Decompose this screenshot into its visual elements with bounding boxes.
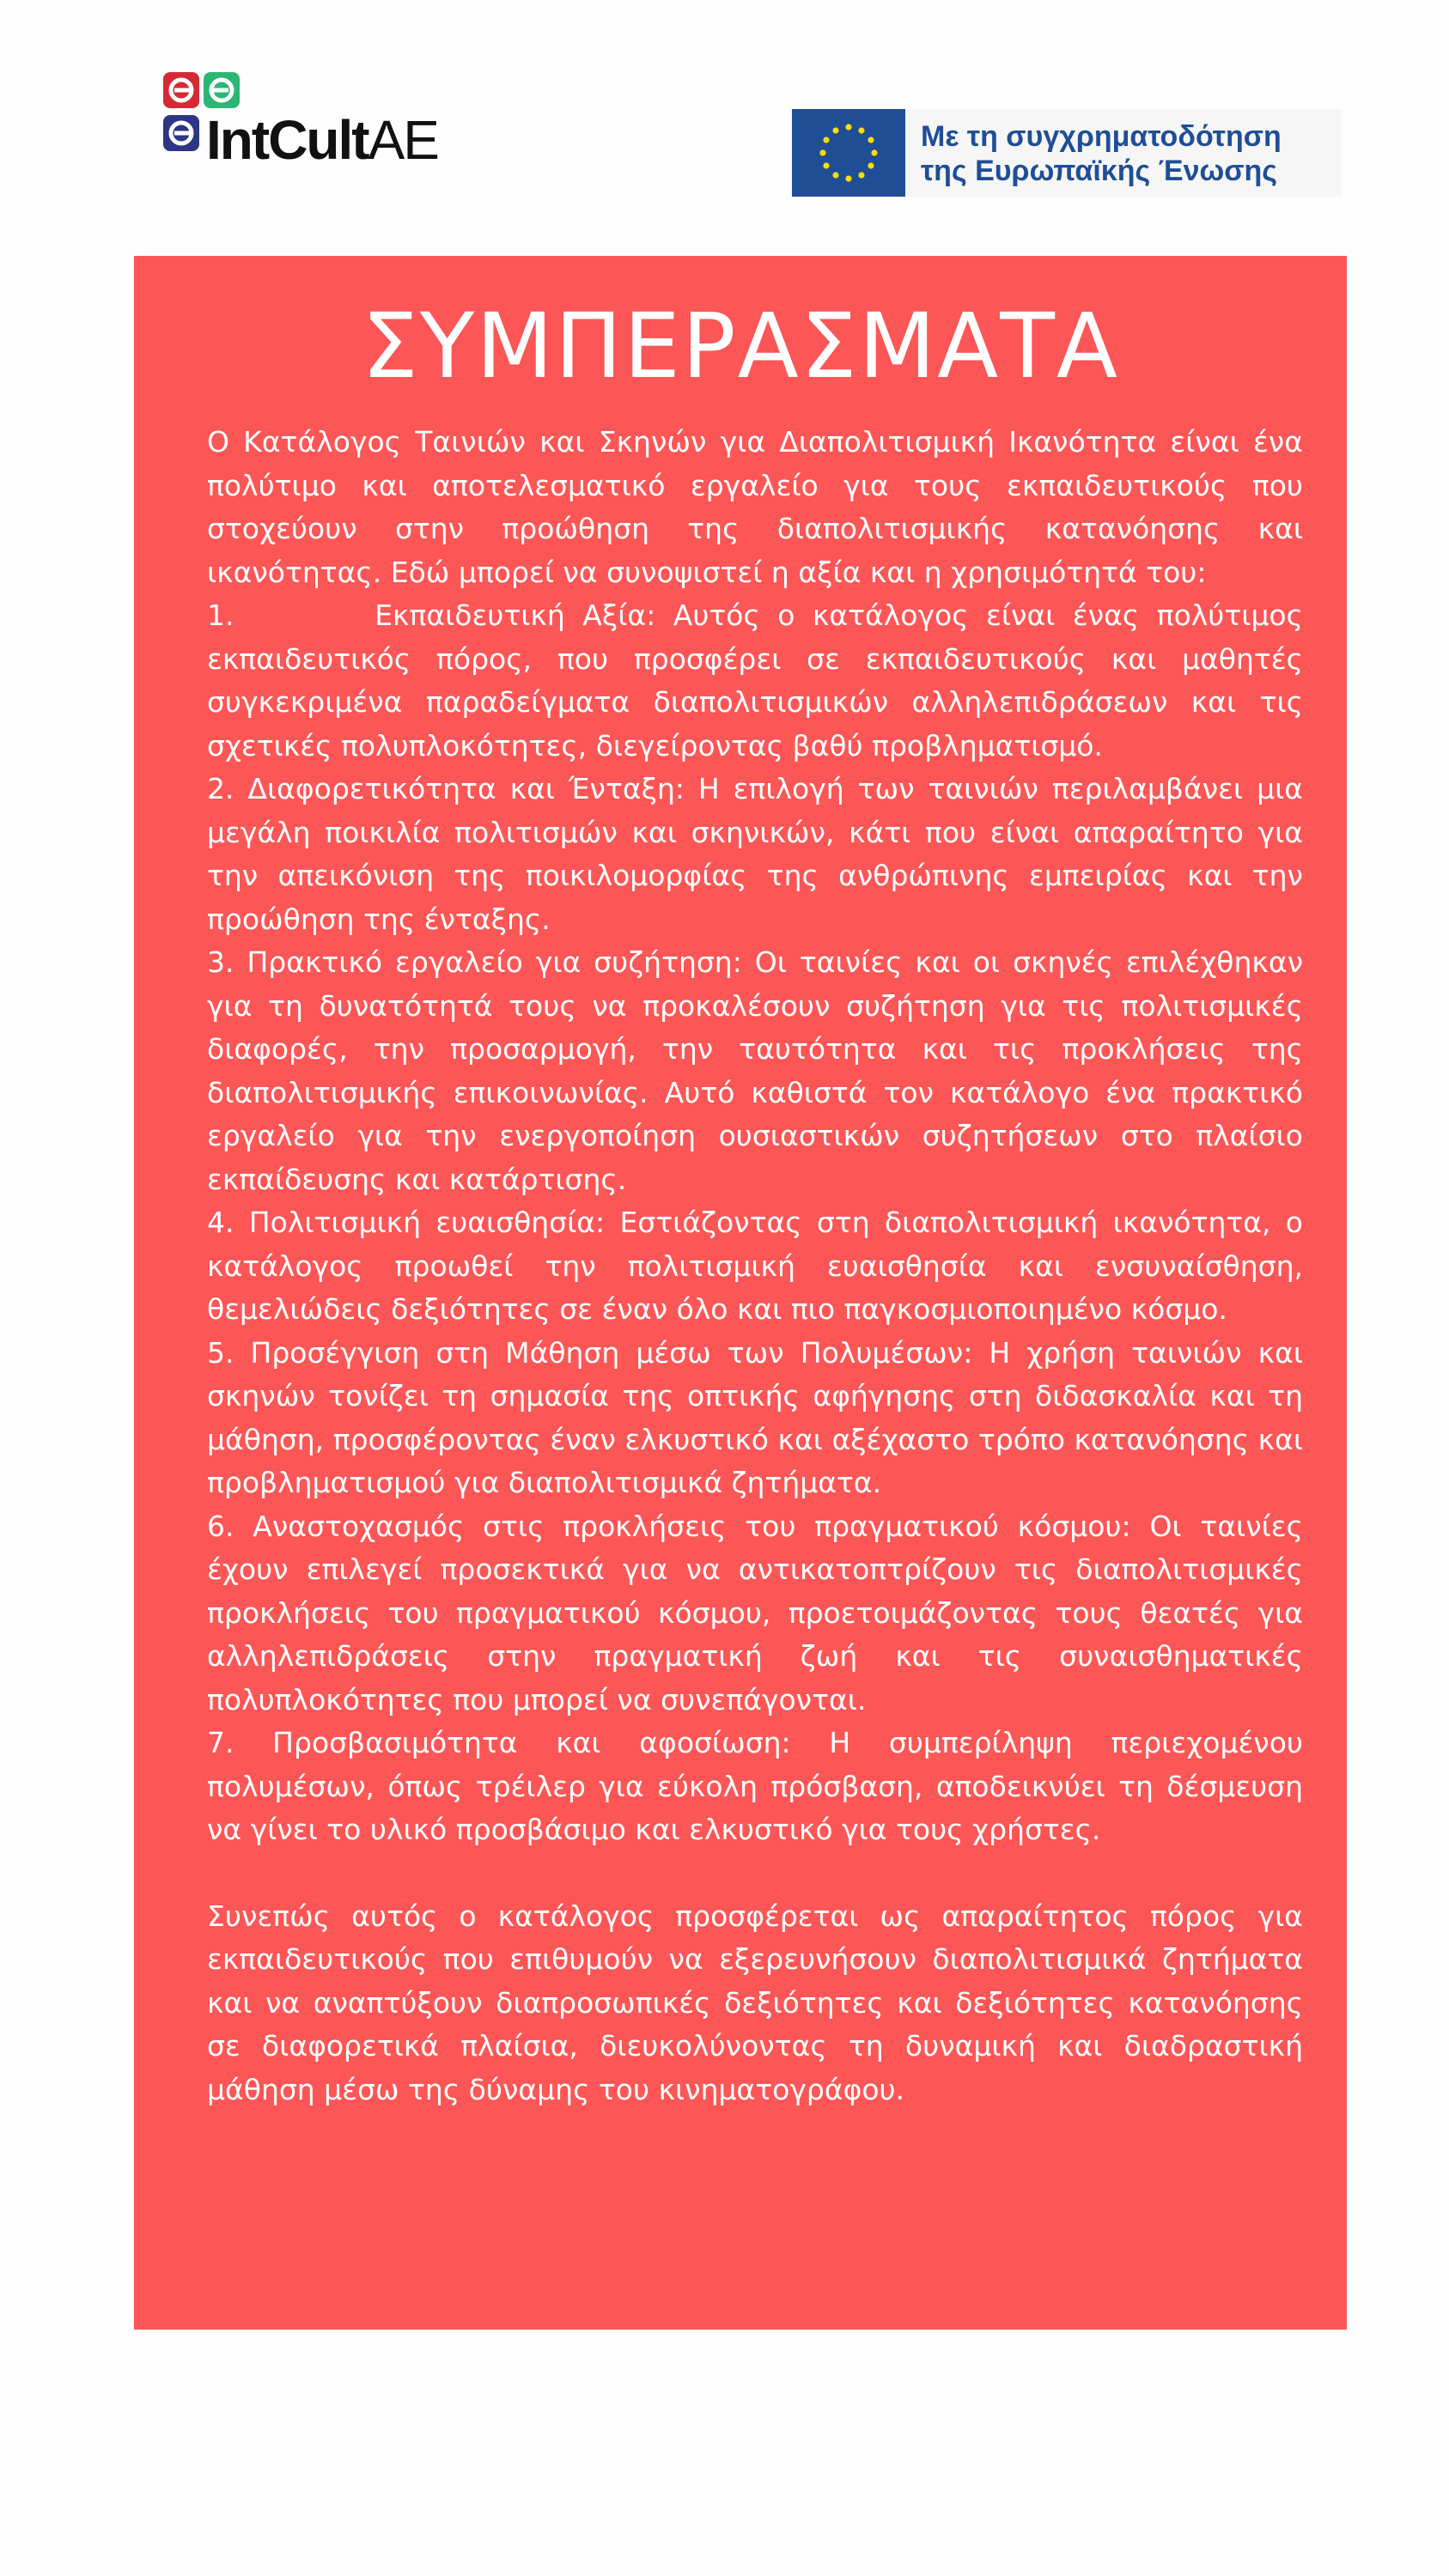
page-header <box>0 0 1449 249</box>
eu-flag-icon <box>792 109 905 197</box>
intro-paragraph: Ο Κατάλογος Ταινιών και Σκηνών για Διαπολιτισμική Ικανότητα είναι ένα πολύτιμο και αποτελεσματικό εργαλείο για τους εκπαιδευτικούς που στοχεύουν στην προώθηση της διαπολιτισμικής κατανόησης και ικανότητας. Εδώ μπορεί να συνοψιστεί η αξία και η χρησιμότητά του: <box>207 425 1303 589</box>
list-item: 7. Προσβασιμότητα και αφοσίωση: Η συμπερίληψη περιεχομένου πολυμέσων, όπως τρέιλερ για εύκολη πρόσβαση, αποδεικνύει τη δέσμευση να γίνει το υλικό προσβάσιμο και ελκυστικό για τους χρήστες. <box>207 1726 1303 1846</box>
list-item: 5. Προσέγγιση στη Μάθηση μέσω των Πολυμέσων: Η χρήση ταινιών και σκηνών τονίζει τη σημασία της οπτικής αφήγησης στη διδασκαλία και τη μάθηση, προσφέροντας έναν ελκυστικό και αξέχαστο τρόπο κατανόησης και προβληματισμού για διαπολιτισμικά ζητήματα. <box>207 1335 1303 1499</box>
list-item: 3. Πρακτικό εργαλείο για συζήτηση: Οι ταινίες και οι σκηνές επιλέχθηκαν για τη δυνατότητά τους να προκαλέσουν συζήτηση για τις πολιτισμικές διαφορές, την προσαρμογή, την ταυτότητα και τις προκλήσεις της διαπολιτισμικής επικοινωνίας. Αυτό καθιστά τον κατάλογο ένα πρακτικό εργαλείο για την ενεργοποίηση ουσιαστικών συζητήσεων στο πλαίσιο εκπαίδευσης και κατάρτισης. <box>207 945 1303 1196</box>
wordmark-bold: IntCult <box>206 109 368 171</box>
wordmark-regular: AE <box>368 109 438 171</box>
intcultae-wordmark <box>206 110 438 170</box>
list-item: 2. Διαφορετικότητα και Ένταξη: Η επιλογή των ταινιών περιλαμβάνει μια μεγάλη ποικιλία πολιτισμών και σκηνικών, κάτι που είναι απαραίτητο για την απεικόνιση της ποικιλομορφίας της ανθρώπινης εμπειρίας και την προώθηση της ένταξης. <box>207 772 1303 936</box>
eu-text-line-2: της Ευρωπαϊκής Ένωσης <box>921 155 1277 187</box>
list-item: 1. Εκπαιδευτική Αξία: Αυτός ο κατάλογος είναι ένας πολύτιμος εκπαιδευτικός πόρος, που προσφέρει σε εκπαιδευτικούς και μαθητές συγκεκριμένα παραδείγματα διαπολιτισμικών αλληλεπιδράσεων και τις σχετικές πολυπλοκότητες, διεγείροντας βαθύ προβληματισμό. <box>207 598 1303 762</box>
list-item: 4. Πολιτισμική ευαισθησία: Εστιάζοντας στη διαπολιτισμική ικανότητα, ο κατάλογος προωθεί την πολιτισμική ευαισθησία και ενσυναίσθηση, θεμελιώδεις δεξιότητες σε έναν όλο και πιο παγκοσμιοποιημένο κόσμο. <box>207 1206 1303 1326</box>
page-title: ΣΥΜΠΕΡΑΣΜΑΤΑ <box>362 294 1119 398</box>
eu-cofunding-text <box>921 119 1282 188</box>
conclusions-panel <box>134 256 1347 2330</box>
paragraph-spacer <box>207 1852 1303 1895</box>
conclusion-paragraph: Συνεπώς αυτός ο κατάλογος προσφέρεται ως απαραίτητος πόρος για εκπαιδευτικούς που επιθυμούν να εξερευνήσουν διαπολιτισμικά ζητήματα και να αναπτύξουν διαπροσωπικές δεξιότητες και δεξιότητες κατανόησης σε διαφορετικά πλαίσια, διευκολύνοντας τη δυναμική και διαδραστική μάθηση μέσω της δύναμης του κινηματογράφου. <box>207 1899 1303 2106</box>
conclusions-body <box>207 421 1303 2111</box>
eu-cofunding-badge <box>792 109 1342 197</box>
eu-text-line-1: Με τη συγχρηματοδότηση <box>921 120 1282 153</box>
list-item: 6. Αναστοχασμός στις προκλήσεις του πραγματικού κόσμου: Οι ταινίες έχουν επιλεγεί προσεκτικά για να αντικατοπτρίζουν τις διαπολιτισμικές προκλήσεις του πραγματικού κόσμου, προετοιμάζοντας τους θεατές για αλληλεπιδράσεις στην πραγματική ζωή και τις συναισθηματικές πολυπλοκότητες που μπορεί να συνεπάγονται. <box>207 1509 1303 1716</box>
intcultae-logo <box>163 70 438 171</box>
